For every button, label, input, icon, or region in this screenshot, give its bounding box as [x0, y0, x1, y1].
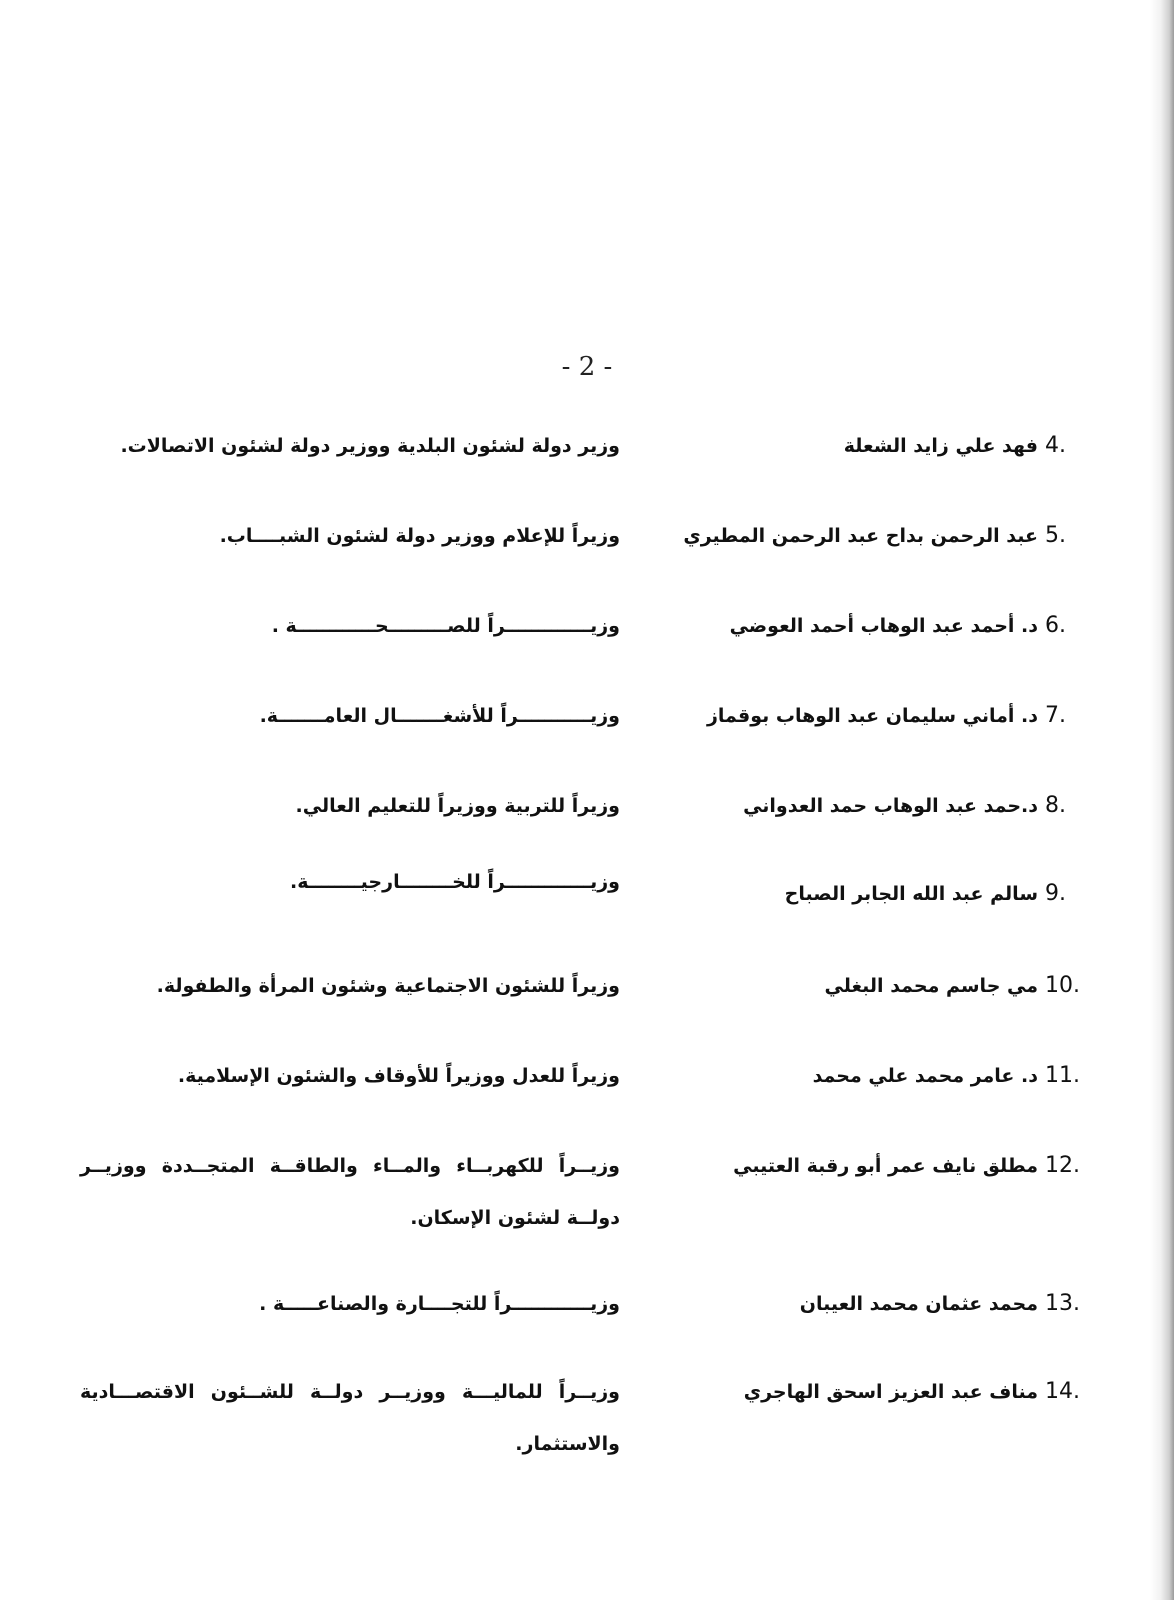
minister-name: د. عامر محمد علي محمد: [812, 1065, 1038, 1087]
minister-portfolio: وزير دولة لشئون البلدية ووزير دولة لشئون الاتصالات.: [120, 435, 620, 457]
minister-portfolio: وزيراً للعدل ووزيراً للأوقاف والشئون الإسلامية.: [177, 1065, 620, 1087]
minister-portfolio: وزيــراً للكهربــاء والمــاء والطاقــة المتجــددة ووزيــر دولــة لشئون الإسكان.: [80, 1155, 620, 1229]
minister-name: فهد علي زايد الشعلة: [843, 435, 1038, 457]
item-number: 12.: [1045, 1153, 1080, 1178]
minister-portfolio: وزيـــــــــــراً للأشغـــــــال العامـــــــة.: [259, 705, 620, 727]
page-edge-shadow: [1150, 0, 1174, 1600]
item-number: 6.: [1045, 613, 1066, 638]
item-number: 11.: [1045, 1063, 1080, 1088]
item-number: 8.: [1045, 793, 1066, 818]
minister-name: سالم عبد الله الجابر الصباح: [784, 883, 1038, 905]
minister-portfolio: وزيراً للشئون الاجتماعية وشئون المرأة والطفولة.: [156, 975, 620, 997]
minister-name: عبد الرحمن بداح عبد الرحمن المطيري: [683, 525, 1038, 547]
item-number: 9.: [1045, 881, 1066, 906]
minister-portfolio: وزيــراً للماليـــة ووزيــر دولــة للشــئون الاقتصـــادية والاستثمار.: [80, 1381, 620, 1455]
item-number: 5.: [1045, 523, 1066, 548]
minister-name: د.حمد عبد الوهاب حمد العدواني: [743, 795, 1038, 817]
item-number: 4.: [1045, 433, 1066, 458]
minister-name: مناف عبد العزيز اسحق الهاجري: [743, 1381, 1038, 1403]
minister-portfolio: وزيـــــــــــــراً للخــــــــارجيــــــــة.: [289, 871, 620, 893]
item-number: 7.: [1045, 703, 1066, 728]
minister-name: محمد عثمان محمد العيبان: [799, 1293, 1038, 1315]
minister-portfolio: وزيــــــــــــراً للتجــــارة والصناعـــــة .: [259, 1293, 620, 1315]
minister-portfolio: وزيراً للتربية ووزيراً للتعليم العالي.: [295, 795, 620, 817]
minister-name: د. أحمد عبد الوهاب أحمد العوضي: [729, 615, 1038, 637]
minister-portfolio: وزيراً للإعلام ووزير دولة لشئون الشبــــاب.: [219, 525, 620, 547]
page-number: - 2 -: [561, 352, 613, 382]
item-number: 13.: [1045, 1291, 1080, 1316]
item-number: 14.: [1045, 1379, 1080, 1404]
minister-name: مي جاسم محمد البغلي: [824, 975, 1038, 997]
item-number: 10.: [1045, 973, 1080, 998]
minister-name: مطلق نايف عمر أبو رقبة العتيبي: [733, 1155, 1038, 1177]
minister-portfolio: وزيـــــــــــــراً للصـــــــــحــــــــــــة .: [271, 615, 620, 637]
minister-name: د. أماني سليمان عبد الوهاب بوقماز: [706, 705, 1038, 727]
